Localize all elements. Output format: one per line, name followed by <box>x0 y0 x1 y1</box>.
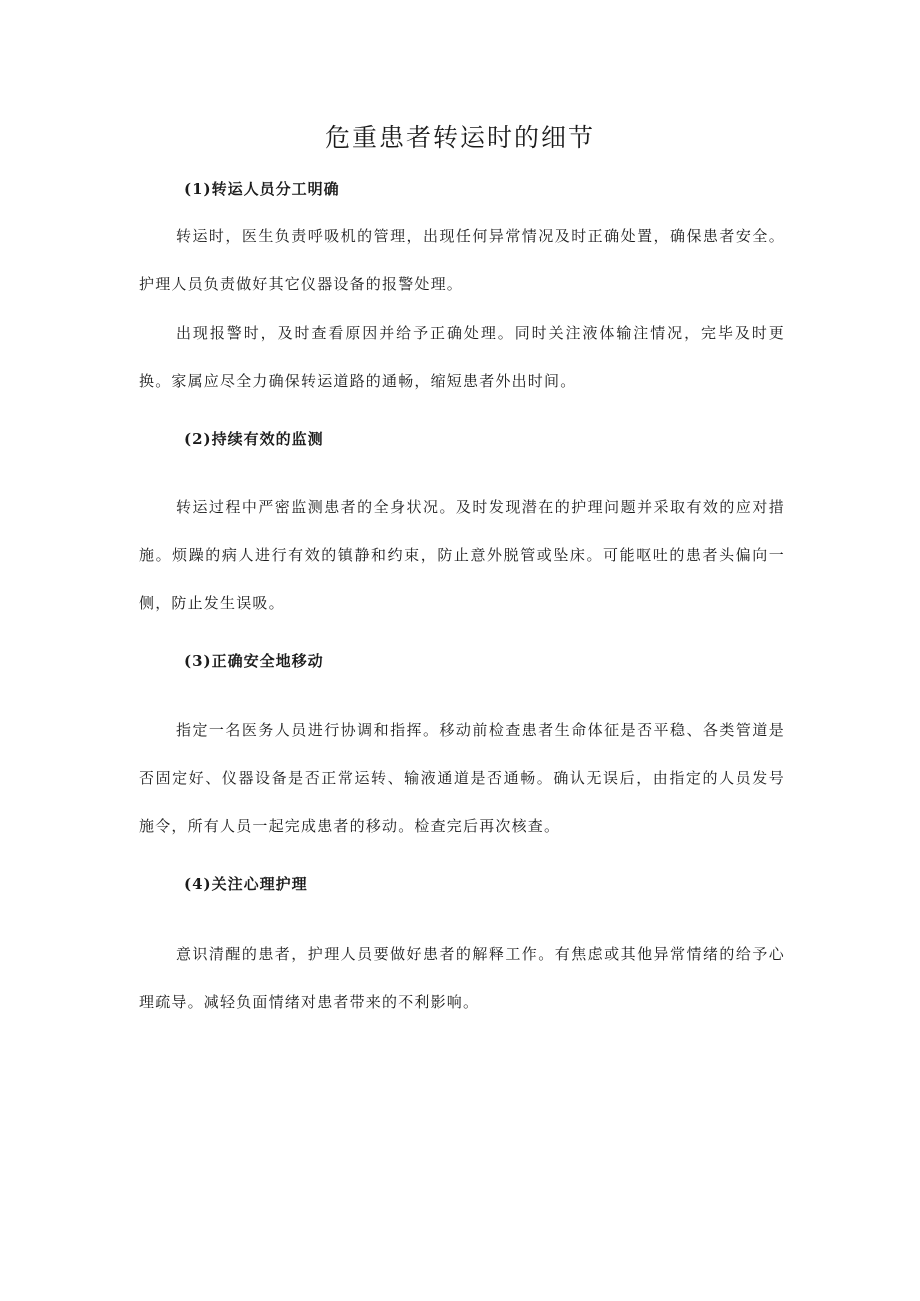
section-3-paragraph-1: 指定一名医务人员进行协调和指挥。移动前检查患者生命体征是否平稳、各类管道是否固定好、仪器设备是否正常运转、输液通道是否通畅。确认无误后，由指定的人员发号施令，所有人员一起完成患者的移动。检查完后再次核查。 <box>139 721 785 835</box>
section-1-paragraph-2: 出现报警时，及时查看原因并给予正确处理。同时关注液体输注情况，完毕及时更换。家属应尽全力确保转运道路的通畅，缩短患者外出时间。 <box>139 324 785 390</box>
section-2-paragraph-1: 转运过程中严密监测患者的全身状况。及时发现潜在的护理问题并采取有效的应对措施。烦躁的病人进行有效的镇静和约束，防止意外脱管或坠床。可能呕吐的患者头偏向一侧，防止发生误吸。 <box>139 498 785 612</box>
section-1-paragraph-1: 转运时，医生负责呼吸机的管理，出现任何异常情况及时正确处置，确保患者安全。护理人员负责做好其它仪器设备的报警处理。 <box>139 227 785 293</box>
section-2-heading: (2)持续有效的监测 <box>184 430 324 448</box>
document-title: 危重患者转运时的细节 <box>324 123 595 152</box>
section-4-heading: (4)关注心理护理 <box>184 875 308 893</box>
section-4-paragraph-1: 意识清醒的患者，护理人员要做好患者的解释工作。有焦虑或其他异常情绪的给予心理疏导。减轻负面情绪对患者带来的不利影响。 <box>139 945 785 1011</box>
section-3-heading: (3)正确安全地移动 <box>184 652 324 670</box>
section-1-heading: (1)转运人员分工明确 <box>184 180 340 198</box>
